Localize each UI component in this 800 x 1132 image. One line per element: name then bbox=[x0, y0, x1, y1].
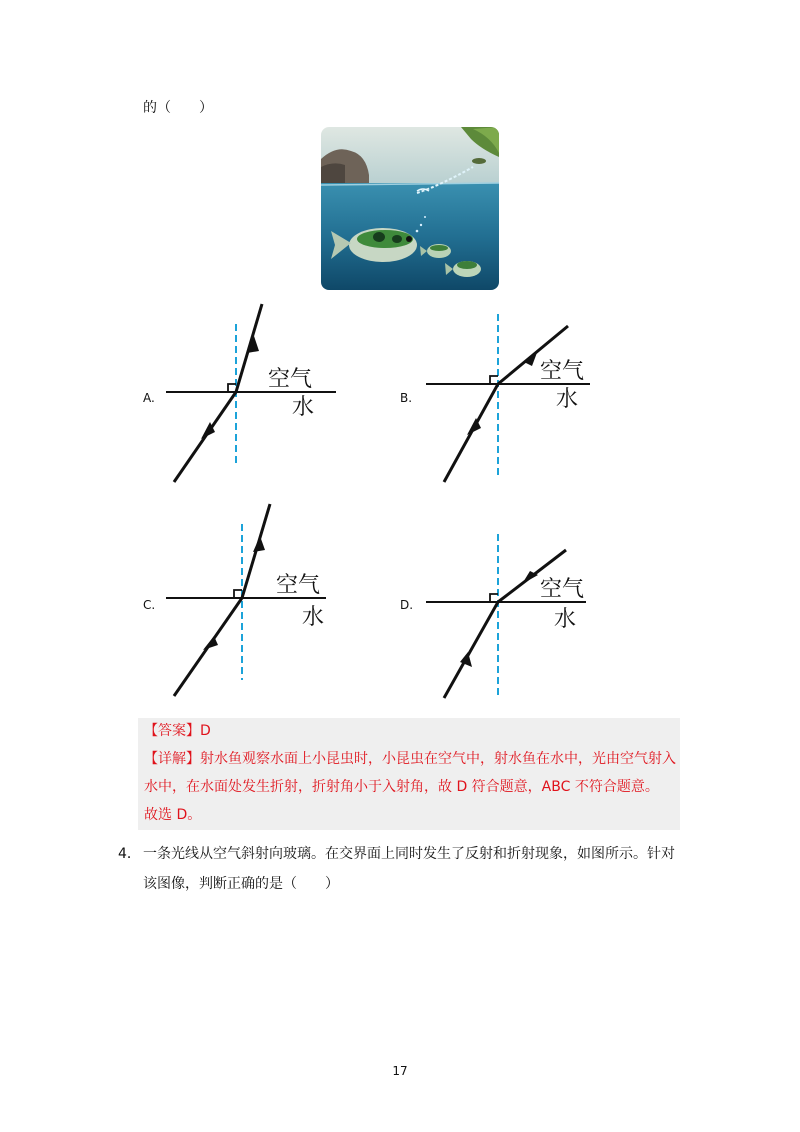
option-a-diagram bbox=[160, 300, 360, 490]
option-d-label: D. bbox=[400, 598, 414, 612]
water-label: 水 bbox=[556, 387, 579, 412]
answer-tag: 【答案】 bbox=[144, 723, 200, 739]
question-4-line-2: 该图像，判断正确的是（ ） bbox=[143, 876, 339, 892]
water-label: 水 bbox=[292, 395, 315, 420]
question-4-line-1: 一条光线从空气斜射向玻璃。在交界面上同时发生了反射和折射现象，如图所示。针对 bbox=[143, 846, 675, 862]
air-label: 空气 bbox=[540, 577, 585, 602]
option-d-diagram bbox=[420, 520, 620, 710]
air-label: 空气 bbox=[276, 573, 321, 598]
detail-tag: 【详解】 bbox=[144, 751, 200, 767]
right-angle-mark bbox=[490, 594, 498, 602]
option-a-label: A. bbox=[143, 391, 155, 405]
answer-value: D bbox=[200, 723, 211, 739]
water-label: 水 bbox=[302, 605, 325, 630]
arrow-head bbox=[253, 536, 265, 552]
detail-line-2: 水中，在水面处发生折射，折射角小于入射角，故 D 符合题意，ABC 不符合题意。 bbox=[144, 779, 659, 795]
ray-in-water bbox=[444, 602, 498, 698]
detail-line-3: 故选 D。 bbox=[144, 807, 202, 823]
answer-line bbox=[144, 721, 211, 741]
answer-panel bbox=[138, 718, 680, 830]
option-b-diagram bbox=[420, 300, 620, 490]
right-angle-mark bbox=[490, 376, 498, 384]
arrow-head bbox=[524, 350, 538, 366]
air-label: 空气 bbox=[540, 359, 585, 384]
page-number: 17 bbox=[392, 1064, 408, 1078]
option-c-diagram bbox=[160, 500, 360, 700]
water-label: 水 bbox=[554, 607, 577, 632]
option-b-label: B. bbox=[400, 391, 413, 405]
air-label: 空气 bbox=[268, 367, 313, 392]
question-4-number: 4． bbox=[118, 846, 141, 862]
question-stem-tail: 的（ ） bbox=[143, 100, 213, 116]
ray-in-air bbox=[236, 304, 262, 392]
option-c-label: C. bbox=[143, 598, 156, 612]
detail-line-1: 【详解】射水鱼观察水面上小昆虫时，小昆虫在空气中，射水鱼在水中，光由空气射入 bbox=[144, 751, 676, 767]
archer-fish-photo bbox=[321, 127, 499, 290]
